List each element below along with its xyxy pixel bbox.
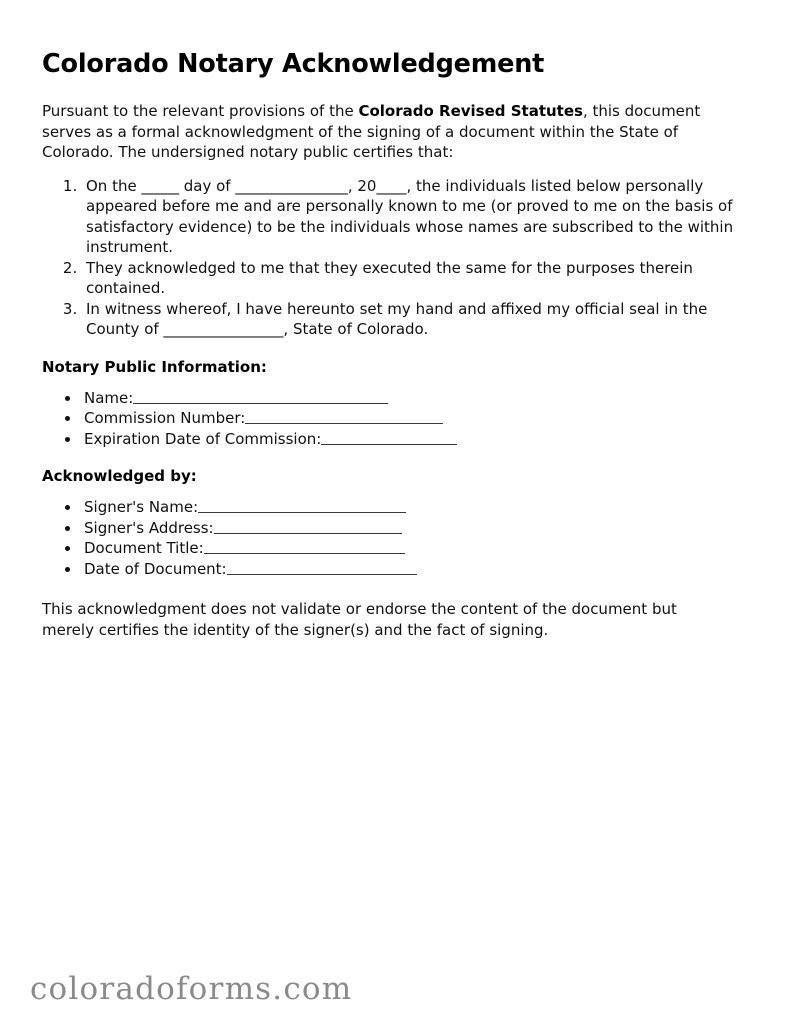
field-label: Document Title:	[84, 539, 204, 558]
closing-paragraph: This acknowledgment does not validate or endorse the content of the document but merely certifies the identity of the signer(s) and the fact of signing.	[42, 600, 677, 639]
commission-number-blank-rule[interactable]	[245, 410, 443, 424]
signer-address-blank-rule[interactable]	[214, 520, 402, 534]
certification-item-3: 3. In witness whereof, I have hereunto set my hand and affixed my official seal in the County of ________________, State of Colorado.	[82, 299, 742, 340]
date-of-document-blank-rule[interactable]	[227, 561, 417, 575]
intro-text-part2: , this document serves as a formal acknowledgment of the signing of a document within the State of Colorado. The undersigned notary public certifies that:	[42, 102, 701, 162]
intro-text-part1: Pursuant to the relevant provisions of the	[42, 102, 359, 121]
field-commission-number	[81, 408, 742, 429]
document-title-blank-rule[interactable]	[204, 540, 405, 554]
expiration-date-blank-rule[interactable]	[321, 431, 457, 445]
certification-item-2: 2. They acknowledged to me that they executed the same for the purposes therein contained.	[82, 258, 742, 299]
field-label: Date of Document:	[84, 559, 227, 578]
field-notary-name	[81, 388, 742, 409]
acknowledged-by-heading: Acknowledged by:	[42, 467, 197, 486]
certification-list	[42, 176, 742, 340]
statute-reference: Colorado Revised Statutes	[358, 102, 583, 121]
signer-name-blank-rule[interactable]	[198, 499, 406, 513]
field-label: Commission Number:	[84, 409, 246, 428]
notary-information-heading: Notary Public Information:	[42, 357, 267, 376]
field-label: Name:	[84, 388, 134, 407]
certification-item-1: 1. On the _____ day of _______________, 20____, the individuals listed below personally appeared before me and are personally known to me (or proved to me on the basis of satisfactory evidence) to be the individuals whose names are subscribed to the within instrument.	[82, 176, 742, 258]
acknowledged-by-fields	[42, 497, 742, 579]
field-document-title	[81, 538, 742, 559]
field-date-of-document	[81, 559, 742, 580]
field-label: Signer's Name:	[84, 498, 199, 517]
notary-name-blank-rule[interactable]	[133, 390, 388, 404]
page-title: Colorado Notary Acknowledgement	[42, 49, 545, 79]
field-label: Signer's Address:	[84, 518, 214, 537]
field-signer-address	[81, 518, 742, 539]
site-watermark: coloradoforms.com	[30, 971, 353, 1007]
field-label: Expiration Date of Commission:	[84, 429, 322, 448]
notary-information-fields	[42, 388, 742, 450]
intro-paragraph	[42, 101, 732, 163]
document-content	[42, 50, 742, 640]
field-expiration-date	[81, 429, 742, 450]
field-signer-name	[81, 497, 742, 518]
